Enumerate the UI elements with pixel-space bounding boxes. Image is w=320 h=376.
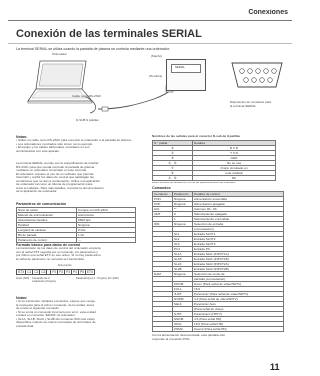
- table-cell: PON: [153, 197, 173, 202]
- table-cell: ZOOM: [173, 282, 193, 287]
- table-cell: Zoom (Para señal de video/SDTV): [193, 282, 284, 287]
- commands-footer-line: responde al comando PON.: [152, 337, 191, 341]
- table-header-cell: N.° patilla: [153, 140, 193, 145]
- table-cell: Panoramic (Para señal de video/SDTV): [193, 292, 284, 297]
- table-header-cell: Comando: [153, 192, 173, 197]
- pin-table-title: Nombres de las señales para el conector D-sub de 9 patillas: [152, 135, 241, 138]
- paragraph-line: de la aplicación de ordenador.: [16, 190, 58, 194]
- format-start-label: Inicio (02h): [16, 277, 30, 280]
- cable-icon: [96, 83, 176, 121]
- format-colon-label: Dos puntos: [58, 264, 72, 267]
- pinout-caption-1: Disposición de contactos para: [230, 101, 272, 104]
- page-title: Conexión de las terminales SERIAL: [16, 28, 202, 40]
- paragraph-line: condiciones que se dan a continuación. Utilice una aplicación: [16, 179, 101, 183]
- table-cell: DAM: [153, 272, 173, 277]
- format-diagram: [16, 266, 146, 290]
- table-cell: SL1A: [173, 252, 193, 257]
- format-box-p3: P3: [66, 270, 71, 274]
- paragraph-line: La terminal SERIAL cumple con la especificación de interfaz: [16, 162, 99, 165]
- note-line: • El equipo y los cables adicionales mostrados no son: [16, 146, 90, 150]
- table-row: [153, 175, 276, 180]
- table-cell: Método de sincronización: [17, 213, 77, 218]
- table-cell: SL2: [173, 237, 193, 242]
- note-line: de enviar el siguiente comando.: [16, 307, 60, 311]
- format-box-p1: P1: [52, 270, 57, 274]
- format-command-label: Comando de 3 caracteres (3 bytes): [32, 277, 56, 284]
- table-cell: GND: [193, 155, 276, 160]
- table-header-cell: Detalles de control: [193, 192, 284, 197]
- format-box-c1: C1: [27, 270, 32, 274]
- paragraph-line: por último una señal ETX en ese orden. Si no hay parámetros,: [16, 254, 102, 258]
- table-cell: POF: [153, 202, 173, 207]
- table-cell: FULL: [173, 287, 193, 292]
- intro-text: La terminal SERIAL se utiliza cuando la pantalla de plasma se controla mediante una ordenador.: [16, 47, 170, 51]
- connection-diagram: [16, 53, 292, 133]
- paragraph-line: La transmisión de los datos de control del ordenador empieza: [16, 247, 101, 251]
- table-cell: SJST: [173, 312, 193, 317]
- format-box-stx: STX: [18, 270, 25, 274]
- table-cell: Entrada Slot1 (INPUT1A): [193, 252, 284, 257]
- table-row: [17, 238, 136, 243]
- commands-footer-line: Con la alimentación desconectada, esta pantalla sólo: [152, 334, 226, 338]
- format-box-p5: P5: [79, 270, 84, 274]
- section-title: Conexiones: [248, 9, 288, 16]
- table-cell: este unidad): [193, 170, 276, 175]
- note-line: • SL1A, SL1B, SL2A y SL2B del comando IMS sólo están: [16, 317, 95, 321]
- format-box-p2: P2: [59, 270, 64, 274]
- note-line: suministrados con este aparato.: [16, 149, 60, 153]
- note-line: • Utilice un cable recto RS-232C para conectar el ordenador a la pantalla de plasma.: [16, 139, 132, 143]
- pin-table-footnote: Estos nombres de señales son los de las especificaciones del ordenador.: [152, 181, 237, 184]
- table-cell: 4:3 (Para señal de video/SDTV): [193, 297, 284, 302]
- table-cell: [153, 327, 173, 332]
- table-cell: R X D: [193, 145, 276, 150]
- table-cell: ⑧: [153, 170, 193, 175]
- table-cell: Silenciamiento apagado: [193, 212, 284, 217]
- paragraph-line: la señal de parámetro no necesita ser transmitida.: [16, 257, 85, 261]
- pinout-caption-2: la terminal SERIAL: [230, 105, 257, 108]
- table-cell: ④ · ⑥: [153, 160, 193, 165]
- note-line: disponibles cuando se coloca una tarjeta de terminales de: [16, 321, 96, 325]
- laptop-icon: [26, 59, 96, 115]
- format-title: Formato básico para datos de control: [16, 243, 81, 247]
- paragraph-line: mediante un ordenador conectado en este terminal.: [16, 169, 87, 173]
- header-rule: [8, 20, 292, 21]
- table-cell: SELF: [173, 302, 193, 307]
- table-cell: SL1: [173, 232, 193, 237]
- table-cell: No se usa: [193, 160, 276, 165]
- table-cell: Volumen 00 - 63: [193, 207, 284, 212]
- table-cell: SNOM: [173, 317, 193, 322]
- note-line: entrada dual.: [16, 324, 35, 328]
- table-cell: 1 bit: [77, 233, 136, 238]
- table-cell: Entrada Slot2 (INPUT2B): [193, 267, 284, 272]
- table-cell: SFUL: [173, 322, 193, 327]
- paragraph-line: El ordenador requiere el uso de un software que permita: [16, 172, 94, 176]
- table-cell: Velocidad de baudios: [17, 218, 77, 223]
- table-cell: Entrada Slot1 (INPUT1B): [193, 257, 284, 262]
- format-end-label: Fin (03h): [108, 277, 119, 280]
- note-line: enviará un comando "ER401" al ordenador.: [16, 314, 76, 318]
- paragraph-line: con la señal STX seguida por el comando, los parámetros y: [16, 250, 98, 254]
- table-cell: SL3: [173, 242, 193, 247]
- table-cell: Alimentación apagada: [193, 202, 284, 207]
- table-header-cell: Detalles: [193, 140, 276, 145]
- format-params-label: Parámetro(s) (1 - 5 bytes): [76, 277, 107, 280]
- table-cell: PC1: [173, 247, 193, 252]
- paragraph-line: crear el software. Para más detalles, consulte la documentación: [16, 186, 104, 190]
- notes-connection: [16, 135, 146, 153]
- format-box-colon: :: [48, 270, 50, 274]
- table-cell: Entrada Slot2 (INPUT2A): [193, 262, 284, 267]
- table-cell: Panoramic Auto: [193, 302, 284, 307]
- table-cell: (Para señal de video): [193, 307, 284, 312]
- format-boxes: [16, 269, 95, 275]
- table-cell: ① · ⑨: [153, 175, 193, 180]
- table-cell: 4:3 (Para señal HD): [193, 317, 284, 322]
- table-cell: Bit de parada: [17, 233, 77, 238]
- control-format: [16, 243, 146, 261]
- notes-title: Notas:: [16, 135, 28, 139]
- computer-label: Ordenador: [52, 53, 67, 56]
- table-cell: Asincrónico: [77, 213, 136, 218]
- params-title: Parámetros de comunicación: [16, 202, 67, 206]
- note-line: • Los ordenadores mostrados sólo sirven como ejemplo.: [16, 142, 94, 146]
- table-cell: IMS: [153, 222, 173, 227]
- format-box-c3: C3: [41, 270, 46, 274]
- table-cell: Ninguna: [173, 197, 193, 202]
- paragraph-line: RS-232C para que pueda controlar la pantalla de plasma: [16, 165, 95, 169]
- table-cell: pantalla (conmutación): [193, 277, 284, 282]
- note-line: • Si se envía un comando incorrecto por error, esta unidad: [16, 310, 96, 314]
- table-cell: Ninguna: [173, 222, 193, 227]
- table-cell: ⑤: [153, 155, 193, 160]
- table-cell: ⑦: [153, 165, 193, 170]
- note-line: la respuesta para el primer comando, de la unidad, antes: [16, 303, 95, 307]
- paragraph-line: transmitir y recibir los datos de control que satisfagan las: [16, 176, 94, 180]
- table-cell: Ninguna: [173, 272, 193, 277]
- table-cell: Paridad: [17, 223, 77, 228]
- table-cell: Entrada SLOT2: [193, 237, 284, 242]
- table-cell: 16:9 (Para señal HD): [193, 322, 284, 327]
- notes-title: Notas:: [16, 296, 28, 300]
- format-box-etx: ETX: [86, 270, 94, 274]
- table-cell: Selección de entrada: [193, 222, 284, 227]
- commands-table: [152, 191, 284, 332]
- table-cell: SL2A: [173, 262, 193, 267]
- notes-commands: [16, 296, 146, 329]
- commands-title: Comandos: [152, 186, 171, 190]
- params-table: [16, 207, 136, 243]
- table-header-cell: Parámetro: [173, 192, 193, 197]
- table-cell: Selección de modo de: [193, 272, 284, 277]
- communication-params: [16, 202, 136, 243]
- table-cell: 9600 bps: [77, 218, 136, 223]
- table-cell: 0: [173, 212, 193, 217]
- table-cell: Alimentación encendida: [193, 197, 284, 202]
- table-cell: Nivel de señal: [17, 208, 77, 213]
- table-cell: SL2B: [173, 267, 193, 272]
- pin-names: [152, 135, 284, 185]
- table-cell: NORM: [173, 297, 193, 302]
- table-cell: Ninguna: [77, 223, 136, 228]
- display-panel: [166, 59, 206, 91]
- table-cell: SL1B: [173, 257, 193, 262]
- pin-table: [152, 140, 276, 181]
- table-cell: AMT: [153, 212, 173, 217]
- table-cell: **: [173, 207, 193, 212]
- note-line: • Si se transmiten múltiples comandos, espere que venga: [16, 300, 95, 304]
- macho-label: (Macho): [151, 55, 163, 58]
- table-cell: Entrada PC: [193, 247, 284, 252]
- table-cell: 16:9: [193, 287, 284, 292]
- table-cell: ③: [153, 150, 193, 155]
- table-cell: Ninguna: [173, 202, 193, 207]
- page-number: 11: [270, 362, 280, 372]
- table-cell: Entrada SLOT1: [193, 232, 284, 237]
- serial-description: [16, 162, 146, 194]
- table-cell: Panorámico (HDTV): [193, 312, 284, 317]
- cable-label: Cable recto RS-232C: [72, 95, 102, 98]
- table-cell: Cumple con RS-232C: [77, 208, 136, 213]
- paragraph-line: de ordenador tal como un idioma de programación para: [16, 183, 93, 187]
- table-cell: AVL: [153, 207, 173, 212]
- table-cell: Silenciamiento encendido: [193, 217, 284, 222]
- format-box-c2: C2: [34, 270, 39, 274]
- table-cell: Entrada SLOT3: [193, 242, 284, 247]
- serial-label: SERIAL: [175, 66, 185, 69]
- table-cell: NC: [193, 175, 276, 180]
- format-box-p4: P4: [73, 270, 77, 274]
- table-cell: —: [77, 238, 136, 243]
- table-cell: 8 bits: [77, 228, 136, 233]
- table-cell: ZOM2: [173, 327, 193, 332]
- serial-port-box: [171, 64, 201, 73]
- dsub-label: D-SUB 9 patillas: [76, 119, 99, 122]
- table-cell: ②: [153, 145, 193, 150]
- table-cell: 1: [173, 217, 193, 222]
- table-cell: Longitud de carácter: [17, 228, 77, 233]
- table-cell: Parámetro de control: [17, 238, 77, 243]
- page-header: [8, 9, 292, 21]
- table-row: [153, 327, 284, 332]
- hembra-label: (Hembra): [149, 75, 163, 78]
- commands-section: [152, 186, 284, 341]
- table-cell: JUST: [173, 292, 193, 297]
- table-cell: (Corto circuitado en: [193, 165, 276, 170]
- serial-connector-pinout-icon: [228, 59, 286, 93]
- table-cell: (conmutación): [193, 227, 284, 232]
- table-cell: Zoom2 (Para señal HD): [193, 327, 284, 332]
- table-cell: T X D: [193, 150, 276, 155]
- title-rule: [8, 43, 292, 44]
